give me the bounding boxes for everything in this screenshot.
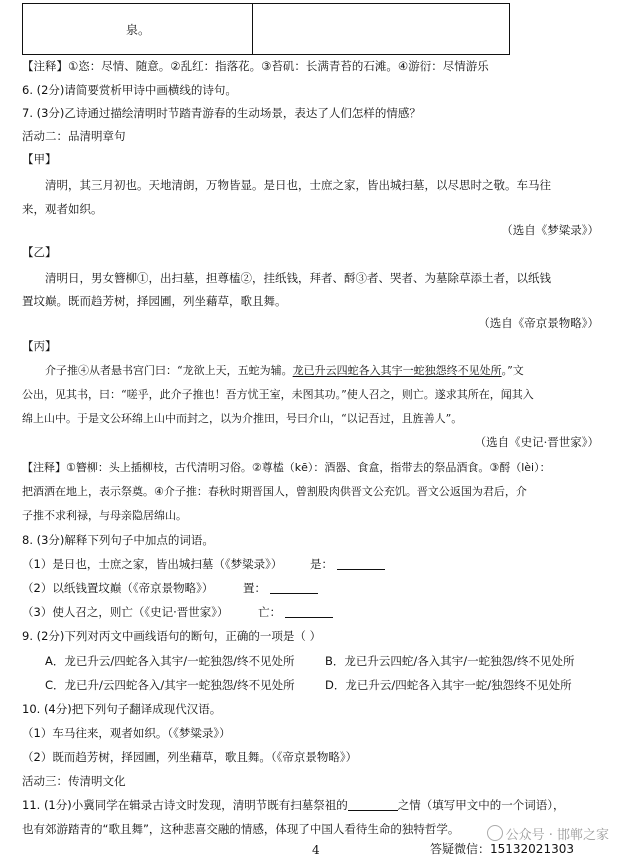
passage-yi-line2: 置坟巅。既而趋芳树，择园圃，列坐藉草，歌且舞。 [22, 294, 287, 308]
passage-bing-line1-start: 介子推④从者悬书宫门曰：“龙欲上天，五蛇为辅。 [45, 364, 293, 377]
question-8-item2 [22, 580, 318, 596]
q11-answer-blank[interactable] [348, 798, 398, 811]
q11-line1-start: 11. (1分)小冀同学在辑录古诗文时发现，清明节既有扫墓祭祖的 [22, 798, 348, 812]
passage-yi-source: （选自《帝京景物略》） [478, 316, 599, 330]
passage-bing-tag: 【丙】 [22, 339, 57, 353]
q8-item2-sentence: （2）以纸钱置坟巅（《帝京景物略》） [22, 581, 214, 595]
question-11-line1 [22, 797, 564, 813]
passage-yi-tag: 【乙】 [22, 245, 57, 259]
q9-option-c[interactable]: C．龙已升/云四蛇各入/其宇一蛇独怨/终不见处所 [45, 678, 295, 692]
passage-bing-line2: 公出，见其书，曰：“嗟乎，此介子推也！吾方忧王室，未图其功。”使人召之，则亡。遂求其所在，闻其入 [22, 388, 534, 401]
passage-jia-source: （选自《梦粱录》） [501, 223, 599, 237]
question-7: 7. (3分)乙诗通过描绘清明时节踏青游春的生动场景，表达了人们怎样的情感？ [22, 106, 421, 120]
question-9-title: 9. (2分)下列对丙文中画线语句的断句，正确的一项是（ ） [22, 629, 322, 643]
q9-option-b[interactable]: B．龙已升云四蛇/各入其宇/一蛇独怨/终不见处所 [325, 654, 575, 668]
table-cell-text: 泉。 [126, 23, 151, 37]
activity-2-heading: 活动二：品清明章句 [22, 129, 126, 143]
question-10-item1: （1）车马往来，观者如织。（《梦粱录》） [22, 726, 231, 740]
passage-jia-line1: 清明，其三月初也。天地清朗，万物皆显。是日也，士庶之家，皆出城扫墓，以尽思时之敬。车马往 [45, 178, 551, 192]
q8-item1-word: 是： [309, 557, 333, 571]
question-10-title: 10. (4分)把下列句子翻译成现代汉语。 [22, 702, 222, 716]
notes-passages-line1: 【注释】①簪柳：头上插柳枝，古代清明习俗。②尊榼（kē）：酒器、食盒，指带去的祭品酒食。③酹（lèi）： [22, 461, 551, 474]
page-number: 4 [312, 843, 320, 857]
question-8-item1 [22, 556, 385, 572]
q8-item1-sentence: （1）是日也，士庶之家，皆出城扫墓（《梦粱录》） [22, 557, 283, 571]
q8-item3-sentence: （3）使人召之，则亡（《史记·晋世家》） [22, 605, 229, 619]
question-8-title: 8. (3分)解释下列句子中加点的词语。 [22, 533, 214, 547]
q8-item2-word: 置： [242, 581, 266, 595]
passage-bing-line1 [45, 363, 524, 379]
q9-option-a[interactable]: A．龙已升云/四蛇各入其宇/一蛇独怨/终不见处所 [45, 654, 295, 668]
passage-jia-line2: 来，观者如织。 [22, 202, 103, 216]
passage-jia-tag: 【甲】 [22, 152, 57, 166]
q8-item1-answer-blank[interactable] [337, 557, 385, 570]
q9-option-d[interactable]: D．龙已升云/四蛇各入其宇一蛇/独怨终不见处所 [325, 678, 572, 692]
table-divider [252, 4, 253, 54]
watermark-text: 公众号 · 邯郸之家 [505, 828, 609, 843]
passage-bing-underlined-sentence: 龙已升云四蛇各入其宇一蛇独怨终不见处所 [292, 364, 502, 377]
q8-item2-answer-blank[interactable] [270, 581, 318, 594]
notes-passages-line2: 把酒洒在地上，表示祭奠。④介子推：春秋时期晋国人，曾割股肉供晋文公充饥。晋文公返国为君后，介 [22, 485, 527, 498]
passage-bing-line1-end: 。”文 [501, 364, 524, 377]
question-6: 6. (2分)请简要赏析甲诗中画横线的诗句。 [22, 83, 237, 97]
passage-bing-source: （选自《史记·晋世家》） [474, 435, 599, 449]
question-11-line2: 也有郊游踏青的“歌且舞”，这种悲喜交融的情感，体现了中国人看待生命的独特哲学。 [22, 822, 460, 836]
q8-item3-answer-blank[interactable] [285, 605, 333, 618]
footer-contact: 答疑微信：15132021303 [430, 842, 574, 856]
notes-poem: 【注释】①恣：尽情、随意。②乱红：指落花。③苔矶：长满青苔的石滩。④游衍：尽情游乐 [22, 59, 489, 73]
q11-line1-end: 之情（填写甲文中的一个词语）， [397, 798, 565, 812]
passage-bing-line3: 绵上山中。于是文公环绵上山中而封之，以为介推田，号曰介山，“以记吾过，且旌善人”。 [22, 412, 463, 425]
notes-passages-line3: 子推不求利禄，与母亲隐居绵山。 [22, 509, 187, 522]
question-8-item3 [22, 604, 333, 620]
q8-item3-word: 亡： [258, 605, 282, 619]
question-10-item2: （2）既而趋芳树，择园圃，列坐藉草，歌且舞。（《帝京景物略》） [22, 750, 358, 764]
activity-3-heading: 活动三：传清明文化 [22, 774, 126, 788]
passage-yi-line1: 清明日，男女簪柳①，出扫墓，担尊榼②，挂纸钱，拜者、酹③者、哭者、为墓除草添土者，以纸钱 [45, 271, 551, 285]
poem-table-bottom [22, 3, 510, 55]
wechat-icon [487, 825, 503, 841]
